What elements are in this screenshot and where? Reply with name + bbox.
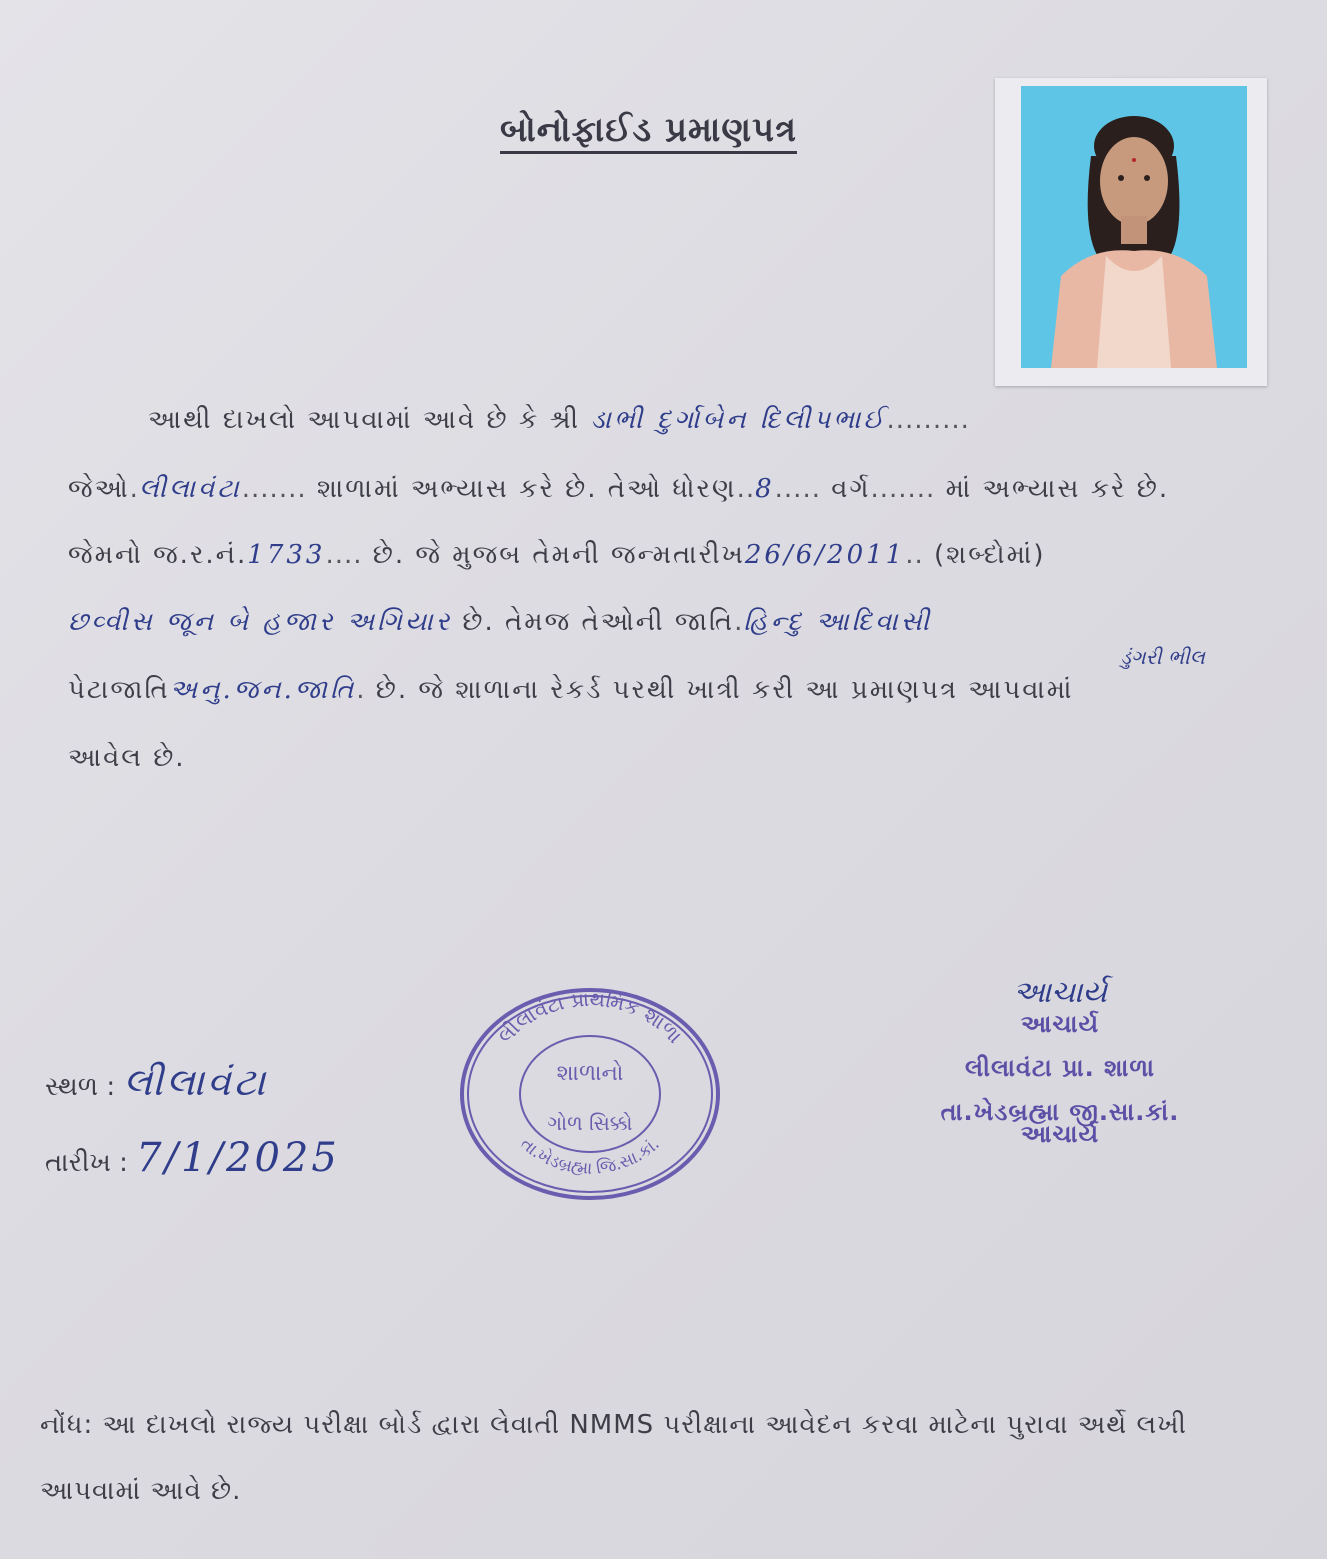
dots: ....... — [241, 474, 307, 504]
stamp-inner-2: ગોળ સિક્કો — [547, 1111, 633, 1135]
body-line-5 — [68, 675, 1073, 706]
place-label: સ્થળ : — [45, 1072, 116, 1102]
caste-value: હિન્દુ આદિવાસી — [743, 607, 933, 637]
standard-value: 8 — [755, 474, 775, 504]
dots: .. — [736, 474, 756, 504]
place-value: લીલાવંટા — [123, 1060, 269, 1104]
document-title: બોનોફાઈડ પ્રમાણપત્ર — [500, 110, 798, 150]
dots: ......... — [886, 405, 970, 435]
student-name: ડાભી દુર્ગાબેન દિલીપભાઈ — [590, 405, 887, 435]
place-row — [45, 1060, 268, 1105]
principal-school: લીલાવંટા પ્રા. શાળા — [964, 1054, 1156, 1082]
line4-mid: છે. તેમજ તેઓની જાતિ — [462, 607, 735, 637]
class-label: વર્ગ — [831, 474, 871, 504]
signature: આચાર્ય — [1012, 975, 1108, 1010]
birth-date: 26/6/2011 — [744, 540, 906, 570]
school-name: લીલાવંટા — [138, 474, 242, 504]
dots: . — [356, 675, 366, 705]
body-line-4 — [68, 607, 932, 638]
dots: ..... — [774, 474, 821, 504]
date-value: 7/1/2025 — [136, 1135, 340, 1181]
register-number: 1733 — [247, 540, 326, 570]
note-line-2: આપવામાં આવે છે. — [40, 1476, 242, 1506]
photo-frame — [995, 78, 1267, 386]
stamp-outer-bottom: તા.ખેડબ્રહ્મા જિ.સા.કાં. — [516, 1134, 664, 1179]
line5-prefix: પેટાજાતિ — [68, 675, 170, 705]
line5-end: છે. જે શાળાના રેકર્ડ પરથી ખાત્રી કરી આ પ્રમાણપત્ર આપવામાં — [375, 675, 1074, 705]
body-line-1 — [148, 405, 970, 436]
principal-title-2: આચાર્ય — [1020, 1120, 1100, 1148]
subcaste-value: અનુ.જન.જાતિ — [169, 675, 357, 705]
date-row — [45, 1135, 340, 1181]
student-photo — [1021, 86, 1247, 368]
school-stamp — [455, 985, 725, 1203]
dots: .... — [325, 540, 363, 570]
line2-mid: શાળામાં અભ્યાસ કરે છે. તેઓ ધોરણ — [316, 474, 737, 504]
note-line-1: નોંધ: આ દાખલો રાજ્ય પરીક્ષા બોર્ડ દ્વારા લેવાતી NMMS પરીક્ષાના આવેદન કરવા માટેના પુરાવા અર્થે લખી — [40, 1410, 1187, 1440]
principal-place: તા.ખેડબ્રહ્મા જી.સા.કાં. — [940, 1098, 1180, 1126]
body-line-2 — [68, 474, 1169, 505]
signature-block — [930, 975, 1190, 1148]
caste-note: ડુંગરી ભીલ — [1120, 645, 1205, 669]
line3-end: (શબ્દોમાં) — [934, 540, 1046, 570]
line1-prefix: આથી દાખલો આપવામાં આવે છે કે શ્રી — [148, 405, 581, 435]
dots: ....... — [870, 474, 936, 504]
dots: .. — [905, 540, 924, 570]
body-line-3 — [68, 540, 1046, 571]
date-label: તારીખ : — [45, 1148, 128, 1178]
line3-prefix: જેમનો જ.ર.નં. — [68, 540, 248, 570]
body-line-6: આવેલ છે. — [68, 743, 186, 773]
line2-end: માં અભ્યાસ કરે છે. — [945, 474, 1170, 504]
birth-date-words: છવ્વીસ જૂન બે હજાર અગિયાર — [68, 607, 453, 637]
principal-title: આચાર્ય — [1020, 1010, 1100, 1038]
dots: . — [734, 607, 744, 637]
stamp-inner-1: શાળાનો — [556, 1061, 624, 1086]
stamp-outer-top: લીલાવંટા પ્રાથમિક શાળા — [492, 986, 688, 1049]
line2-prefix: જેઓ — [68, 474, 130, 504]
dots: . — [129, 474, 139, 504]
line3-mid: છે. જે મુજબ તેમની જન્મતારીખ — [372, 540, 745, 570]
